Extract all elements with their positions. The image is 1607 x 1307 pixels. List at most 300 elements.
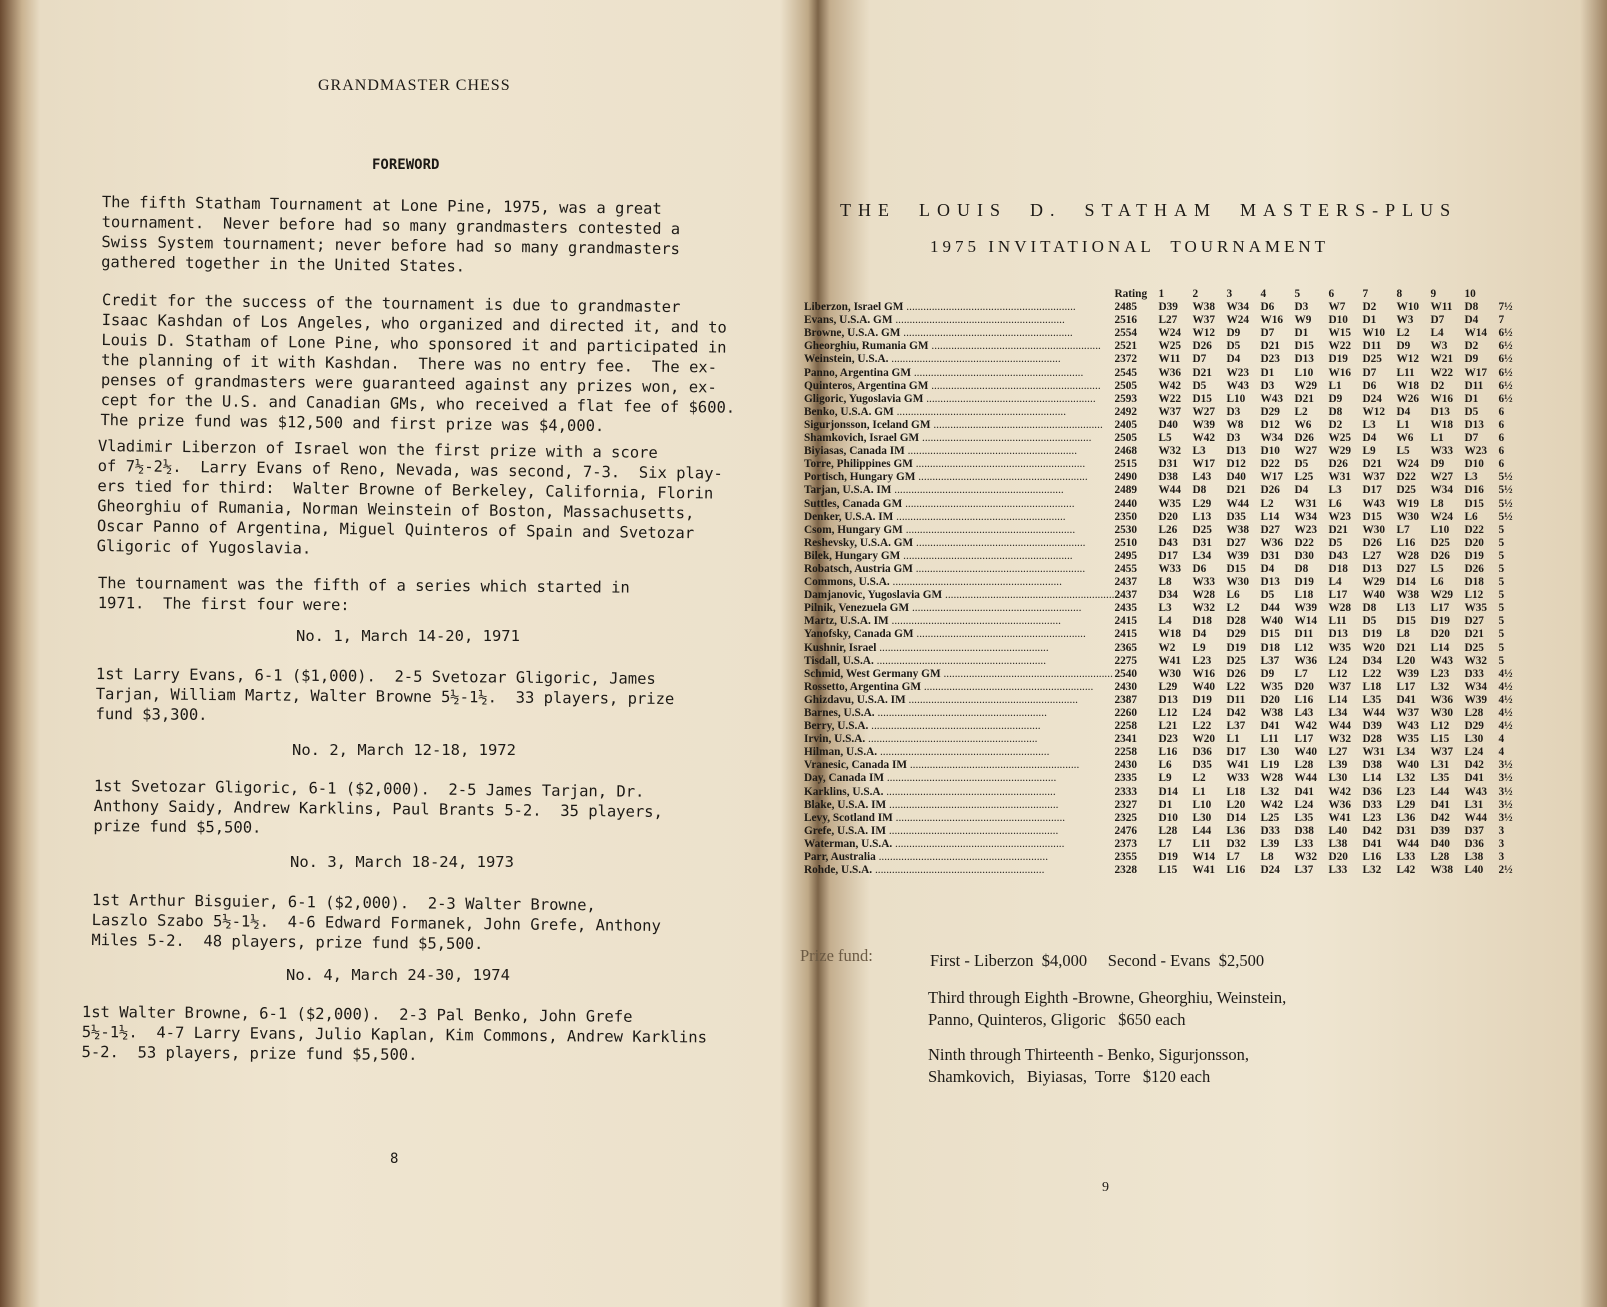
round-result: W42 bbox=[1328, 785, 1352, 798]
round-result: D14 bbox=[1226, 811, 1246, 824]
round-result: D15 bbox=[1260, 628, 1280, 641]
player-rating: 2415 bbox=[1114, 628, 1138, 641]
dot-leader: ............................................................ bbox=[889, 798, 1059, 811]
round-result: D25 bbox=[1226, 654, 1246, 667]
round-result: D22 bbox=[1260, 458, 1280, 471]
player-score: 3½ bbox=[1498, 811, 1513, 824]
round-result: W39 bbox=[1396, 667, 1420, 680]
player-name-text: Martz, U.S.A. IM bbox=[804, 615, 892, 628]
player-score: 6½ bbox=[1498, 353, 1513, 366]
dot-leader: ............................................................ bbox=[894, 484, 1064, 497]
player-rating: 2530 bbox=[1114, 523, 1138, 536]
dot-leader: ............................................................ bbox=[896, 405, 1067, 418]
round-result: D18 bbox=[1260, 641, 1280, 654]
round-header: 5 bbox=[1294, 288, 1301, 300]
dot-leader: ............................................................ bbox=[878, 851, 1049, 864]
round-result: D4 bbox=[1294, 484, 1309, 497]
round-result: D9 bbox=[1328, 392, 1343, 405]
dot-leader: ............................................................ bbox=[868, 733, 1038, 746]
round-result: D5 bbox=[1362, 615, 1377, 628]
round-result: L43 bbox=[1192, 471, 1212, 484]
player-name-text: Blake, U.S.A. IM bbox=[804, 798, 890, 811]
player-name bbox=[804, 445, 1114, 458]
player-rating: 2365 bbox=[1114, 641, 1138, 654]
player-name bbox=[804, 537, 1114, 550]
round-result: L43 bbox=[1294, 707, 1314, 719]
round-result: W38 bbox=[1226, 523, 1250, 536]
round-result: L24 bbox=[1464, 746, 1484, 759]
round-result: D25 bbox=[1192, 523, 1212, 536]
player-score: 3½ bbox=[1498, 785, 1513, 798]
round-result: L3 bbox=[1158, 602, 1172, 615]
dot-leader: ............................................................ bbox=[879, 641, 1049, 654]
player-score: 4½ bbox=[1498, 693, 1513, 706]
round-result: D5 bbox=[1260, 589, 1275, 602]
round-result: W35 bbox=[1396, 733, 1420, 746]
round-result: D43 bbox=[1328, 549, 1348, 562]
player-score: 5½ bbox=[1498, 497, 1513, 510]
player-rating: 2387 bbox=[1114, 693, 1138, 706]
round-result: L18 bbox=[1294, 589, 1314, 602]
round-result: D19 bbox=[1294, 576, 1314, 589]
round-result: W43 bbox=[1362, 497, 1386, 510]
round-result: D26 bbox=[1192, 340, 1212, 353]
player-score: 4 bbox=[1498, 746, 1505, 759]
round-result: L28 bbox=[1430, 851, 1450, 864]
player-row bbox=[804, 550, 1520, 563]
round-result: D4 bbox=[1464, 314, 1479, 327]
round-result: D24 bbox=[1260, 864, 1280, 877]
round-result: W43 bbox=[1260, 392, 1284, 405]
round-result: W12 bbox=[1396, 353, 1420, 366]
player-row bbox=[804, 340, 1520, 353]
player-row bbox=[804, 825, 1520, 838]
round-result: D6 bbox=[1362, 379, 1377, 392]
round-result: D26 bbox=[1328, 458, 1348, 471]
player-name-text: Csom, Hungary GM bbox=[804, 523, 906, 536]
round-result: D13 bbox=[1464, 418, 1484, 431]
player-rating: 2485 bbox=[1114, 301, 1138, 314]
player-score: 5 bbox=[1498, 602, 1505, 615]
round-result: L2 bbox=[1260, 497, 1274, 510]
round-result: D10 bbox=[1328, 314, 1348, 327]
round-result: W43 bbox=[1396, 720, 1420, 733]
player-row bbox=[804, 615, 1520, 628]
round-result: D9 bbox=[1260, 667, 1275, 680]
player-name bbox=[804, 799, 1114, 812]
round-result: L3 bbox=[1328, 484, 1342, 497]
round-result: D31 bbox=[1396, 824, 1416, 837]
round-result: L34 bbox=[1328, 707, 1348, 719]
round-result: D33 bbox=[1464, 667, 1484, 680]
round-result: D13 bbox=[1294, 353, 1314, 366]
dot-leader: ............................................................ bbox=[916, 536, 1086, 549]
round-result: L29 bbox=[1396, 798, 1416, 811]
round-result: D6 bbox=[1260, 301, 1275, 314]
player-name bbox=[804, 602, 1114, 615]
round-result: D39 bbox=[1430, 824, 1450, 837]
round-result: D8 bbox=[1464, 301, 1479, 314]
round-result: D7 bbox=[1430, 314, 1445, 327]
crosstable bbox=[804, 288, 1520, 877]
round-result: L33 bbox=[1294, 837, 1314, 850]
round-result: W24 bbox=[1430, 510, 1454, 523]
round-result: L4 bbox=[1430, 327, 1444, 340]
round-result: D14 bbox=[1396, 576, 1416, 589]
player-name bbox=[804, 628, 1114, 641]
round-result: D18 bbox=[1192, 615, 1212, 628]
round-result: L17 bbox=[1328, 589, 1348, 602]
round-result: W40 bbox=[1362, 589, 1386, 602]
dot-leader: ............................................................ bbox=[922, 432, 1092, 445]
round-result: W3 bbox=[1430, 340, 1448, 353]
round-result: D29 bbox=[1464, 720, 1484, 733]
player-score: 5 bbox=[1498, 641, 1505, 654]
round-result: L18 bbox=[1362, 680, 1382, 693]
player-name bbox=[804, 772, 1114, 785]
player-name bbox=[804, 563, 1114, 576]
player-score: 5½ bbox=[1498, 484, 1513, 497]
player-rating: 2333 bbox=[1114, 785, 1138, 798]
player-name-text: Tarjan, U.S.A. IM bbox=[804, 484, 895, 497]
round-result: D4 bbox=[1396, 405, 1411, 418]
paragraph-3: Vladimir Liberzon of Israel won the first prize with a score of 7½-2½. Larry Evans of Reno, Nevada, was second, 7-3. Six play- ers tied for third: Walter Browne of Berkeley, California, Florin Gheorghiu of Rumania, Norman Weinstein of Boston, Massachusetts, Oscar Panno of Argentina, Miguel Quinteros of Spain and Svetozar Gligoric of Yugoslavia. bbox=[96, 436, 723, 558]
round-result: D40 bbox=[1226, 471, 1246, 484]
round-result: W11 bbox=[1430, 301, 1453, 314]
round-result: D21 bbox=[1226, 484, 1246, 497]
round-result: D27 bbox=[1260, 523, 1280, 536]
round-result: L2 bbox=[1396, 327, 1410, 340]
round-result: L1 bbox=[1328, 379, 1342, 392]
round-result: W35 bbox=[1260, 680, 1284, 693]
round-result: W9 bbox=[1294, 314, 1312, 327]
round-result: L1 bbox=[1192, 785, 1206, 798]
player-rating: 2455 bbox=[1114, 562, 1138, 575]
round-result: D22 bbox=[1464, 523, 1484, 536]
prize-line-third-eighth: Third through Eighth -Browne, Gheorghiu, Weinstein, Panno, Quinteros, Gligoric $650 each bbox=[928, 988, 1287, 1029]
round-result: L11 bbox=[1328, 615, 1347, 628]
round-result: L21 bbox=[1158, 720, 1178, 733]
round-result: W31 bbox=[1328, 471, 1352, 484]
round-result: W24 bbox=[1158, 327, 1182, 340]
round-result: L10 bbox=[1294, 366, 1314, 379]
round-result: W18 bbox=[1396, 379, 1420, 392]
round-result: D18 bbox=[1464, 576, 1484, 589]
player-name-text: Irvin, U.S.A. bbox=[804, 733, 869, 746]
round-result: L16 bbox=[1362, 851, 1382, 864]
player-score: 3½ bbox=[1498, 772, 1513, 785]
player-name bbox=[804, 458, 1114, 471]
round-result: W2 bbox=[1158, 641, 1176, 654]
round-result: L30 bbox=[1260, 746, 1280, 759]
player-name-text: Levy, Scotland IM bbox=[804, 811, 896, 824]
round-result: L24 bbox=[1294, 798, 1314, 811]
round-result: D23 bbox=[1158, 733, 1178, 746]
player-name bbox=[804, 353, 1114, 366]
round-result: W30 bbox=[1362, 523, 1386, 536]
round-result: D33 bbox=[1260, 824, 1280, 837]
round-result: W23 bbox=[1226, 366, 1250, 379]
round-result: D1 bbox=[1158, 798, 1173, 811]
round-header: 3 bbox=[1226, 288, 1233, 300]
round-result: L35 bbox=[1294, 811, 1314, 824]
dot-leader: ............................................................ bbox=[903, 549, 1073, 562]
player-name bbox=[804, 851, 1114, 864]
round-result: W30 bbox=[1430, 707, 1454, 719]
round-result: W21 bbox=[1430, 353, 1454, 366]
round-result: L1 bbox=[1226, 733, 1240, 746]
round-result: L24 bbox=[1192, 707, 1212, 719]
round-result: D42 bbox=[1464, 759, 1484, 772]
round-result: W28 bbox=[1192, 589, 1216, 602]
dot-leader: ............................................................ bbox=[874, 864, 1045, 877]
round-result: D20 bbox=[1464, 536, 1484, 549]
event-heading-2: No. 2, March 12-18, 1972 bbox=[292, 741, 516, 759]
round-result: L30 bbox=[1328, 772, 1348, 785]
player-rating: 2545 bbox=[1114, 366, 1138, 379]
round-result: L29 bbox=[1192, 497, 1212, 510]
dot-leader: ............................................................ bbox=[891, 353, 1061, 366]
round-result: L12 bbox=[1464, 589, 1484, 602]
round-result: W33 bbox=[1226, 772, 1250, 785]
round-result: W40 bbox=[1192, 680, 1216, 693]
round-result: D36 bbox=[1362, 785, 1382, 798]
player-name-text: Panno, Argentina GM bbox=[804, 366, 914, 379]
round-result: L4 bbox=[1158, 615, 1172, 628]
player-row bbox=[804, 602, 1520, 615]
player-score: 4½ bbox=[1498, 707, 1513, 719]
round-result: L39 bbox=[1260, 837, 1280, 850]
player-name-text: Barnes, U.S.A. bbox=[804, 707, 878, 719]
player-row bbox=[804, 380, 1520, 393]
player-score: 5 bbox=[1498, 628, 1505, 641]
round-result: D1 bbox=[1260, 366, 1275, 379]
player-name bbox=[804, 314, 1114, 327]
round-result: D3 bbox=[1226, 405, 1241, 418]
player-name-text: Rossetto, Argentina GM bbox=[804, 680, 924, 693]
score-column-header bbox=[1498, 288, 1520, 301]
round-result: W39 bbox=[1464, 693, 1488, 706]
round-result: W34 bbox=[1464, 680, 1488, 693]
running-head: GRANDMASTER CHESS bbox=[318, 77, 511, 94]
round-result: L16 bbox=[1396, 536, 1416, 549]
dot-leader: ............................................................ bbox=[905, 523, 1076, 536]
dot-leader: ............................................................ bbox=[933, 418, 1103, 431]
round-result: W34 bbox=[1294, 510, 1318, 523]
round-result: L11 bbox=[1260, 733, 1279, 746]
round-result: D27 bbox=[1396, 562, 1416, 575]
round-result: L13 bbox=[1396, 602, 1416, 615]
player-row bbox=[804, 589, 1520, 602]
round-result: L24 bbox=[1328, 654, 1348, 667]
round-result: W32 bbox=[1158, 445, 1182, 458]
player-row bbox=[804, 746, 1520, 759]
round-result: W19 bbox=[1396, 497, 1420, 510]
round-result: L15 bbox=[1158, 864, 1178, 877]
round-result: W14 bbox=[1464, 327, 1488, 340]
round-result: L33 bbox=[1328, 864, 1348, 877]
dot-leader: ............................................................ bbox=[918, 471, 1088, 484]
round-result: W34 bbox=[1226, 301, 1250, 314]
player-name bbox=[804, 419, 1114, 432]
round-result: L36 bbox=[1396, 811, 1416, 824]
round-result: D19 bbox=[1158, 851, 1178, 864]
round-result: D22 bbox=[1294, 536, 1314, 549]
round-header: 2 bbox=[1192, 288, 1199, 300]
event-text-1: 1st Larry Evans, 6-1 ($1,000). 2-5 Svetozar Gligoric, James Tarjan, William Martz, Walter Browne 5½-1½. 33 players, prize fund $3,300. bbox=[95, 664, 675, 724]
round-result: D17 bbox=[1362, 484, 1382, 497]
player-score: 6 bbox=[1498, 445, 1505, 458]
round-result: W25 bbox=[1328, 432, 1352, 445]
rating-column-header: Rating bbox=[1114, 288, 1148, 300]
page-number-left: 8 bbox=[390, 1151, 399, 1167]
round-result: W20 bbox=[1362, 641, 1386, 654]
round-result: D9 bbox=[1430, 458, 1445, 471]
player-row bbox=[804, 537, 1520, 550]
player-row bbox=[804, 759, 1520, 772]
round-result: L11 bbox=[1396, 366, 1415, 379]
round-result: D18 bbox=[1328, 562, 1348, 575]
round-result: D9 bbox=[1226, 327, 1241, 340]
round-result: W44 bbox=[1464, 811, 1488, 824]
left-page bbox=[40, 0, 810, 1307]
round-result: D13 bbox=[1430, 405, 1450, 418]
round-result: D11 bbox=[1464, 379, 1484, 392]
round-result: W42 bbox=[1158, 379, 1182, 392]
player-row bbox=[804, 838, 1520, 851]
round-result: D42 bbox=[1362, 824, 1382, 837]
player-name bbox=[804, 301, 1114, 314]
round-result: L29 bbox=[1158, 680, 1178, 693]
player-name-text: Yanofsky, Canada GM bbox=[804, 628, 917, 641]
round-result: D23 bbox=[1260, 353, 1280, 366]
round-result: L3 bbox=[1464, 471, 1478, 484]
round-result: L12 bbox=[1328, 667, 1348, 680]
round-result: W20 bbox=[1192, 733, 1216, 746]
round-result: D4 bbox=[1192, 628, 1207, 641]
round-result: D42 bbox=[1430, 811, 1450, 824]
player-score: 2½ bbox=[1498, 864, 1513, 877]
player-name bbox=[804, 786, 1114, 799]
player-name-text: Browne, U.S.A. GM bbox=[804, 327, 904, 340]
round-result: D41 bbox=[1362, 837, 1382, 850]
round-result: W29 bbox=[1328, 445, 1352, 458]
round-result: D15 bbox=[1396, 615, 1416, 628]
paragraph-4: The tournament was the fifth of a series which started in 1971. The first four were: bbox=[97, 573, 630, 615]
round-result: L34 bbox=[1192, 549, 1212, 562]
round-result: W22 bbox=[1328, 340, 1352, 353]
round-result: D26 bbox=[1260, 484, 1280, 497]
round-result: L16 bbox=[1226, 864, 1246, 877]
player-name bbox=[804, 681, 1114, 694]
player-name-text: Suttles, Canada GM bbox=[804, 497, 906, 510]
player-row bbox=[804, 406, 1520, 419]
round-result: D13 bbox=[1260, 576, 1280, 589]
round-result: L25 bbox=[1260, 811, 1280, 824]
round-result: W30 bbox=[1158, 667, 1182, 680]
round-result: D19 bbox=[1192, 693, 1212, 706]
player-name bbox=[804, 694, 1114, 707]
round-result: W16 bbox=[1328, 366, 1352, 379]
round-result: W22 bbox=[1158, 392, 1182, 405]
dot-leader: ............................................................ bbox=[943, 667, 1113, 680]
player-rating: 2415 bbox=[1114, 615, 1138, 628]
player-rating: 2440 bbox=[1114, 497, 1138, 510]
round-result: W34 bbox=[1260, 432, 1284, 445]
round-result: W12 bbox=[1192, 327, 1216, 340]
round-result: W29 bbox=[1430, 589, 1454, 602]
round-result: L42 bbox=[1396, 864, 1416, 877]
player-rating: 2325 bbox=[1114, 811, 1138, 824]
player-name bbox=[804, 746, 1114, 759]
round-result: W38 bbox=[1192, 301, 1216, 314]
round-header: 7 bbox=[1362, 288, 1369, 300]
round-result: D34 bbox=[1158, 589, 1178, 602]
player-row bbox=[804, 367, 1520, 380]
dot-leader: ............................................................ bbox=[877, 707, 1047, 719]
round-result: D5 bbox=[1226, 340, 1241, 353]
round-result: D38 bbox=[1362, 759, 1382, 772]
player-rating: 2260 bbox=[1114, 707, 1138, 719]
player-rating: 2540 bbox=[1114, 667, 1138, 680]
round-result: L3 bbox=[1192, 445, 1206, 458]
round-result: D11 bbox=[1226, 693, 1246, 706]
round-result: W8 bbox=[1226, 418, 1244, 431]
crosstable-header-row bbox=[804, 288, 1520, 301]
round-result: D26 bbox=[1294, 432, 1314, 445]
dot-leader: ............................................................ bbox=[931, 340, 1101, 353]
round-header: 8 bbox=[1396, 288, 1403, 300]
round-result: D21 bbox=[1192, 366, 1212, 379]
round-result: D39 bbox=[1158, 301, 1178, 314]
dot-leader: ............................................................ bbox=[945, 589, 1115, 602]
player-row bbox=[804, 864, 1520, 877]
player-name-text: Weinstein, U.S.A. bbox=[804, 353, 892, 366]
player-score: 5½ bbox=[1498, 471, 1513, 484]
round-result: D36 bbox=[1192, 746, 1212, 759]
round-result: D27 bbox=[1226, 536, 1246, 549]
round-result: D15 bbox=[1226, 562, 1246, 575]
event-text-3: 1st Arthur Bisguier, 6-1 ($2,000). 2-3 Walter Browne, Laszlo Szabo 5½-1½. 4-6 Edward Formanek, John Grefe, Anthony Miles 5-2. 48 players, prize fund $5,500. bbox=[91, 890, 661, 954]
crosstable-body bbox=[804, 301, 1520, 877]
round-result: W37 bbox=[1328, 680, 1352, 693]
round-result: W42 bbox=[1294, 720, 1318, 733]
round-result: W32 bbox=[1464, 654, 1488, 667]
player-name bbox=[804, 642, 1114, 655]
round-result: D32 bbox=[1226, 837, 1246, 850]
round-result: W36 bbox=[1328, 798, 1352, 811]
player-row bbox=[804, 694, 1520, 707]
player-name bbox=[804, 524, 1114, 537]
round-result: L1 bbox=[1430, 432, 1444, 445]
round-header: 10 bbox=[1464, 288, 1476, 300]
player-score: 6 bbox=[1498, 405, 1505, 418]
player-score: 7½ bbox=[1498, 301, 1513, 314]
dot-leader: ............................................................ bbox=[888, 824, 1059, 837]
round-result: L19 bbox=[1260, 759, 1280, 772]
round-result: W41 bbox=[1328, 811, 1352, 824]
round-result: W28 bbox=[1328, 602, 1352, 615]
round-result: D15 bbox=[1294, 340, 1314, 353]
player-name-text: Berry, U.S.A. bbox=[804, 720, 872, 733]
round-result: D5 bbox=[1192, 379, 1207, 392]
round-result: W17 bbox=[1464, 366, 1488, 379]
player-row bbox=[804, 772, 1520, 785]
round-result: W33 bbox=[1430, 445, 1454, 458]
round-result: L27 bbox=[1362, 549, 1382, 562]
round-result: D43 bbox=[1158, 536, 1178, 549]
round-result: D20 bbox=[1260, 693, 1280, 706]
